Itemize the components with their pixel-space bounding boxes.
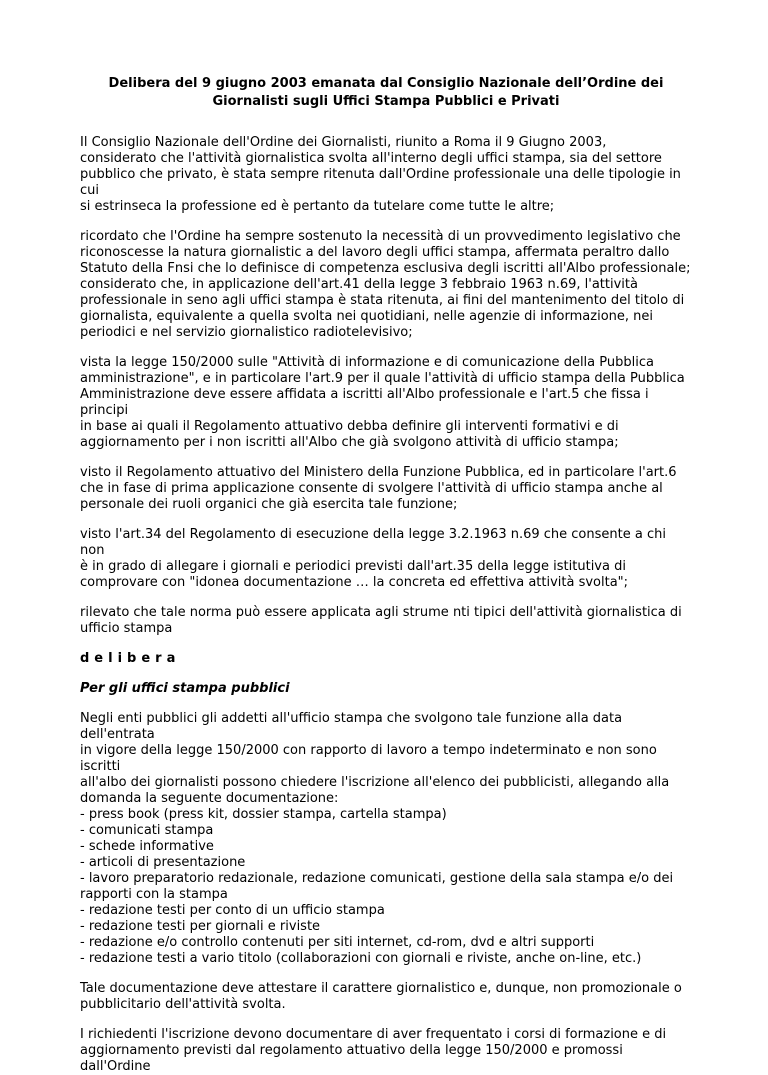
paragraph-rilevato: rilevato che tale norma può essere applicata agli strume nti tipici dell'attività giornalistica di ufficio stampa <box>80 605 682 636</box>
list-item: - press book (press kit, dossier stampa, cartella stampa) <box>80 807 447 822</box>
section-heading-uffici-pubblici: Per gli uffici stampa pubblici <box>80 681 290 696</box>
list-item: - redazione testi per conto di un ufficio stampa <box>80 903 385 918</box>
paragraph-visto-regolamento: visto il Regolamento attuativo del Ministero della Funzione Pubblica, ed in particolare l'art.6 che in fase di prima applicazione consente di svolgere l'attività di ufficio stampa anche al personale dei ruoli organici che già esercita tale funzione; <box>80 465 677 512</box>
list-item: - redazione testi a vario titolo (collaborazioni con giornali e riviste, anche on-line, etc.) <box>80 951 642 966</box>
paragraph-documentazione: Tale documentazione deve attestare il carattere giornalistico e, dunque, non promozionale o pubblicitario dell'attività svolta. <box>80 981 682 1012</box>
documentation-list <box>80 807 692 967</box>
paragraph-visto-art34: visto l'art.34 del Regolamento di esecuzione della legge 3.2.1963 n.69 che consente a chi non è in grado di allegare i giornali e periodici previsti dall'art.35 della legge istitutiva di comprovare con "idonea documentazione … la concreta ed effettiva attività svolta"; <box>80 527 666 590</box>
list-item: - redazione testi per giornali e riviste <box>80 919 321 934</box>
paragraph-vista-legge: vista la legge 150/2000 sulle "Attività di informazione e di comunicazione della Pubblica amministrazione", e in particolare l'art.9 per il quale l'attività di ufficio stampa della Pubblica Amministrazione deve essere affidata a iscritti all'Albo professionale e l'art.5 che fissa i principi in base ai quali il Regolamento attuativo debba definire gli interventi formativi e di aggiornamento per i non iscritti all'Albo che già svolgono attività di ufficio stampa; <box>80 355 685 450</box>
paragraph-preamble: Il Consiglio Nazionale dell'Ordine dei Giornalisti, riunito a Roma il 9 Giugno 2003, considerato che l'attività giornalistica svolta all'interno degli uffici stampa, sia del settore pubblico che privato, è stata sempre ritenuta dall'Ordine professionale una delle tipologie in cui si estrinseca la professione ed è pertanto da tutelare come tutte le altre; <box>80 135 681 214</box>
list-item: - articoli di presentazione <box>80 855 246 870</box>
paragraph-enti-pubblici: Negli enti pubblici gli addetti all'ufficio stampa che svolgono tale funzione alla data dell'entrata in vigore della legge 150/2000 con rapporto di lavoro a tempo indeterminato e non sono iscritti all'albo dei giornalisti possono chiedere l'iscrizione all'elenco dei pubblicisti, allegando alla domanda la seguente documentazione: <box>80 711 670 806</box>
paragraph-ricordato: ricordato che l'Ordine ha sempre sostenuto la necessità di un provvedimento legislativo che riconoscesse la natura giornalistic a del lavoro degli uffici stampa, affermata peraltro dallo Statuto della Fnsi che lo definisce di competenza esclusiva degli iscritti all'Albo professionale; considerato che, in applicazione dell'art.41 della legge 3 febbraio 1963 n.69, l'attività professionale in seno agli uffici stampa è stata ritenuta, ai fini del mantenimento del titolo di giornalista, equivalente a quella svolta nei quotidiani, nelle agenzie di informazione, nei periodici e nel servizio giornalistico radiotelevisivo; <box>80 229 691 340</box>
paragraph-richiedenti: I richiedenti l'iscrizione devono documentare di aver frequentato i corsi di formazione e di aggiornamento previsti dal regolamento attuativo della legge 150/2000 e promossi dall'Ordine <box>80 1027 667 1074</box>
delibera-heading: delibera <box>80 651 181 666</box>
document-page <box>80 75 692 1075</box>
title-line-1: Delibera del 9 giugno 2003 emanata dal Consiglio Nazionale dell’Ordine dei <box>108 76 664 91</box>
list-item: - comunicati stampa <box>80 823 214 838</box>
list-item: - schede informative <box>80 839 214 854</box>
document-title <box>80 75 692 111</box>
title-line-2: Giornalisti sugli Uffici Stampa Pubblici e Privati <box>212 94 560 109</box>
list-item: - redazione e/o controllo contenuti per siti internet, cd-rom, dvd e altri supporti <box>80 935 595 950</box>
list-item: - lavoro preparatorio redazionale, redazione comunicati, gestione della sala stampa e/o dei rapporti con la stampa <box>80 871 674 902</box>
